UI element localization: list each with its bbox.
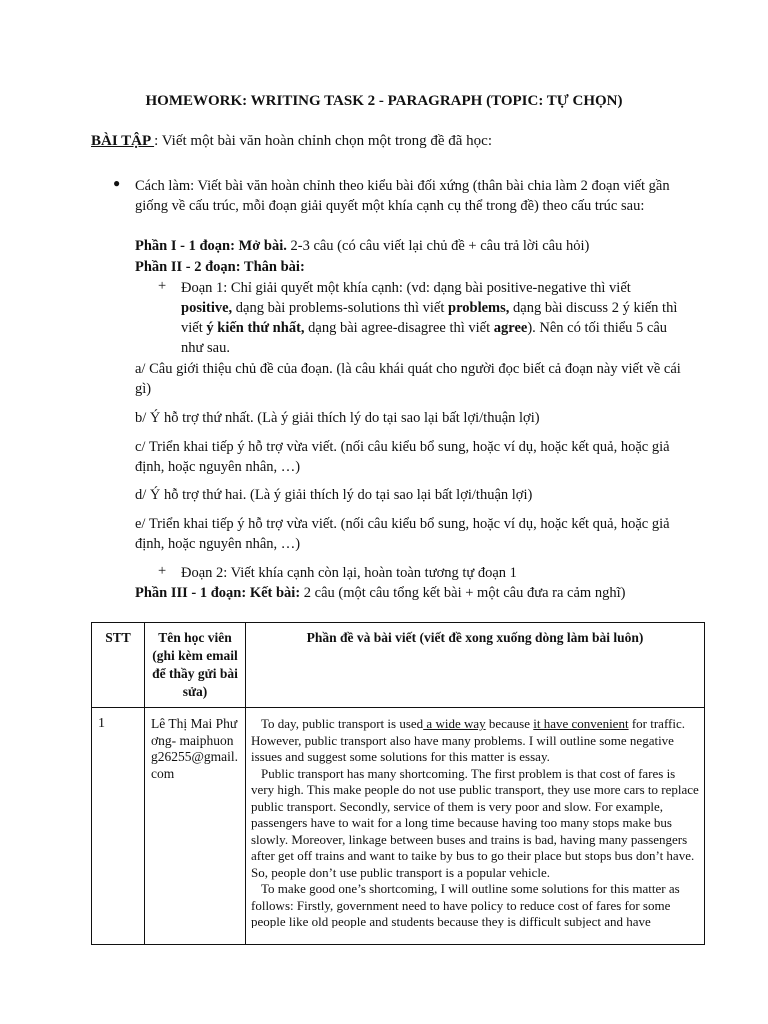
essay-text: for traffic. However, public transport also have many problems. I will outline some negative issues and suggest some solutions for this matter is essay.	[251, 716, 686, 764]
doan1-bold-problems: problems,	[448, 300, 510, 316]
doan1-part: ). Nên có tối thiểu 5 câu như sau.	[181, 320, 668, 356]
row-student: Lê Thị Mai Phương- maiphuong26255@gmail.com	[145, 708, 246, 945]
part2-line	[135, 257, 685, 277]
step-a: a/ Câu giới thiệu chủ đề của đoạn. (là câu khái quát cho người đọc biết cả đoạn này viết về cái gì)	[135, 361, 681, 397]
doan1-text	[181, 278, 681, 358]
header-stt: STT	[92, 623, 145, 708]
part3-text: 2 câu (một câu tổng kết bài + một câu đưa ra cảm nghĩ)	[300, 585, 626, 601]
method-intro: Cách làm: Viết bài văn hoàn chỉnh theo kiểu bài đối xứng (thân bài chia làm 2 đoạn viết gần giống về cấu trúc, mỗi đoạn giải quyết một khía cạnh cụ thể trong đề) theo cấu trúc sau:	[135, 178, 670, 214]
doan1-bold-opinion: ý kiến thứ nhất,	[206, 320, 305, 336]
part1-text: 2-3 câu (có câu viết lại chủ đề + câu trả lời câu hỏi)	[286, 238, 590, 254]
part2-heading: Phần II - 2 đoạn: Thân bài:	[135, 259, 305, 275]
part3-heading: Phần III - 1 đoạn: Kết bài:	[135, 585, 301, 601]
doan1-bold-agree: agree	[493, 320, 528, 336]
essay-text: To day, public transport is used	[261, 716, 424, 731]
header-essay: Phần đề và bài viết (viết đề xong xuống dòng làm bài luôn)	[246, 623, 705, 708]
doan1-part: Đoạn 1: Chỉ giải quyết một khía cạnh: (vd: dạng bài positive-negative thì viết	[181, 280, 631, 296]
bullet-icon: ●	[113, 176, 121, 190]
step-d: d/ Ý hỗ trợ thứ hai. (Là ý giải thích lý do tại sao lại bất lợi/thuận lợi)	[135, 487, 533, 503]
plus-marker: +	[158, 278, 167, 294]
step-e: e/ Triển khai tiếp ý hỗ trợ vừa viết. (nối câu kiểu bổ sung, hoặc ví dụ, hoặc kết quả, hoặc giả định, hoặc nguyên nhân, …)	[135, 516, 670, 552]
essay-underlined: a wide way	[423, 716, 486, 731]
part1-heading: Phần I - 1 đoạn: Mở bài.	[135, 238, 287, 254]
plus-marker: +	[158, 563, 167, 579]
part1-line	[135, 236, 685, 256]
doan1-bold-positive: positive,	[181, 300, 233, 316]
exercise-text: : Viết một bài văn hoàn chỉnh chọn một trong đề đã học:	[154, 133, 492, 149]
essay-underlined: it have convenient	[533, 716, 629, 731]
table-row	[92, 708, 705, 945]
doan1-part: dạng bài discuss 2 ý kiến thì viết	[181, 300, 678, 336]
doan1-part: dạng bài problems-solutions thì viết	[232, 300, 449, 316]
row-stt: 1	[92, 708, 145, 945]
doan1-part: dạng bài agree-disagree thì viết	[304, 320, 494, 336]
step-c: c/ Triển khai tiếp ý hỗ trợ vừa viết. (nối câu kiểu bổ sung, hoặc ví dụ, hoặc kết quả, hoặc giả định, hoặc nguyên nhân, …)	[135, 439, 670, 475]
step-b: b/ Ý hỗ trợ thứ nhất. (Là ý giải thích lý do tại sao lại bất lợi/thuận lợi)	[135, 410, 540, 426]
essay-paragraph-1	[251, 716, 699, 766]
table-header-row	[92, 623, 705, 708]
part3-line	[135, 583, 685, 603]
exercise-label: BÀI TẬP	[91, 133, 155, 149]
submission-table	[91, 622, 705, 945]
doan2-text: Đoạn 2: Viết khía cạnh còn lại, hoàn toàn tương tự đoạn 1	[181, 565, 517, 581]
header-student: Tên học viên (ghi kèm email để thầy gửi bài sửa)	[145, 623, 246, 708]
essay-paragraph-2: Public transport has many shortcoming. The first problem is that cost of fares is very high. This make people do not use public transport, they use more cars to replace public transport. Secondly, service of them is very poor and slow. For example, passengers have to wait for a long time because having too many stops make bus slowly. Moreover, linkage between buses and trains is bad, having many passengers after get off trains and want to taike by bus to go their place but stops bus don’t have. So, people don’t use public transport is a popular vehicle.	[251, 765, 699, 880]
exercise-line	[91, 133, 492, 150]
essay-text: because	[485, 716, 534, 731]
row-essay	[246, 708, 705, 945]
essay-paragraph-3: To make good one’s shortcoming, I will outline some solutions for this matter as follows: Firstly, government need to have policy to reduce cost of fares for some people like old people and students because they is difficult subject and have	[251, 881, 680, 928]
page-title: HOMEWORK: WRITING TASK 2 - PARAGRAPH (TOPIC: TỰ CHỌN)	[145, 93, 623, 109]
